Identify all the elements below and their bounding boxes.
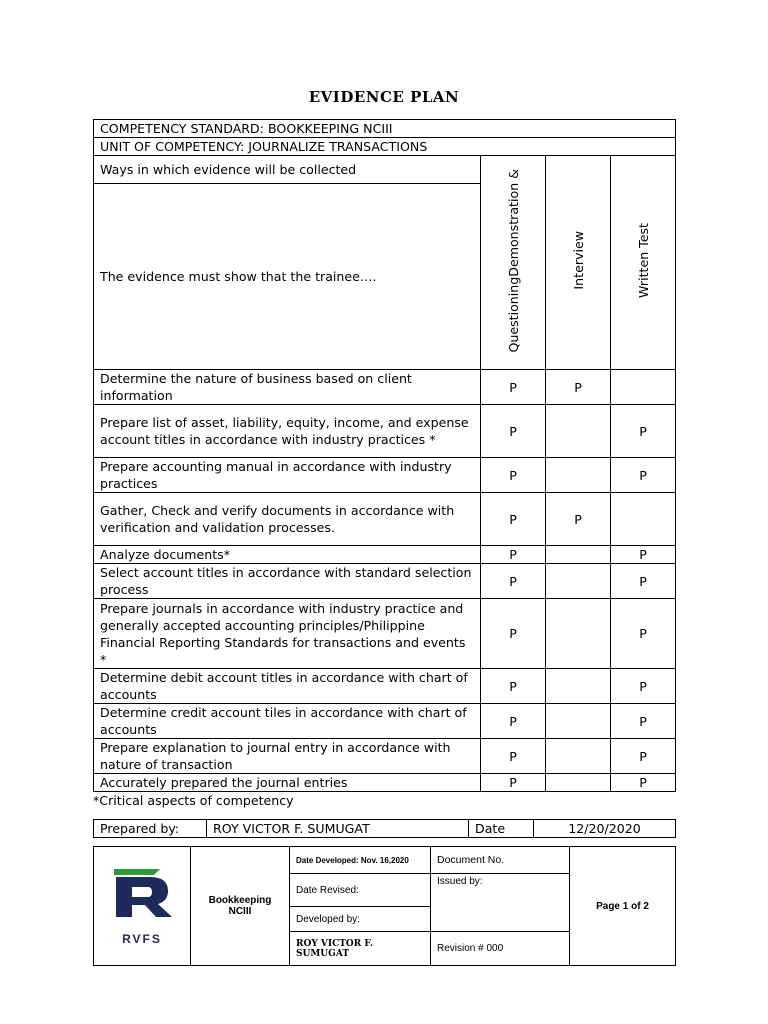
- prepared-by-name: ROY VICTOR F. SUMUGAT: [207, 820, 469, 838]
- method-mark: [546, 458, 611, 493]
- method-mark: [546, 739, 611, 774]
- method-mark: P: [611, 599, 676, 669]
- evidence-criterion: Prepare list of asset, liability, equity, income, and expense account titles in accordance with industry practices *: [94, 405, 481, 458]
- evidence-row: [94, 370, 676, 405]
- evidence-criterion: Gather, Check and verify documents in accordance with verification and validation processes.: [94, 493, 481, 546]
- evidence-row: [94, 458, 676, 493]
- method-mark: P: [611, 704, 676, 739]
- method-mark: P: [611, 774, 676, 792]
- evidence-row: [94, 493, 676, 546]
- evidence-row: [94, 546, 676, 564]
- method-mark: [546, 564, 611, 599]
- method-mark: [546, 546, 611, 564]
- method-mark: P: [481, 599, 546, 669]
- method-label: Written Test: [635, 223, 651, 298]
- method-mark: P: [481, 370, 546, 405]
- evidence-row: [94, 405, 676, 458]
- method-mark: P: [611, 739, 676, 774]
- evidence-criterion: Determine debit account titles in accordance with chart of accounts: [94, 669, 481, 704]
- evidence-criterion: Determine credit account tiles in accordance with chart of accounts: [94, 704, 481, 739]
- method-mark: P: [481, 669, 546, 704]
- method-mark: P: [481, 704, 546, 739]
- method-header-demonstration: [481, 156, 546, 370]
- course-name: Bookkeeping NCIII: [191, 847, 290, 966]
- revision-number: Revision # 000: [431, 932, 570, 966]
- method-mark: P: [481, 493, 546, 546]
- method-mark: [546, 774, 611, 792]
- method-mark: P: [611, 564, 676, 599]
- evidence-row: [94, 739, 676, 774]
- method-mark: P: [481, 774, 546, 792]
- critical-note: *Critical aspects of competency: [93, 793, 294, 808]
- method-mark: [546, 405, 611, 458]
- evidence-criterion: Prepare accounting manual in accordance with industry practices: [94, 458, 481, 493]
- evidence-row: [94, 669, 676, 704]
- document-footer: [93, 846, 676, 966]
- evidence-criterion: Prepare explanation to journal entry in accordance with nature of transaction: [94, 739, 481, 774]
- evidence-criterion: Select account titles in accordance with standard selection process: [94, 564, 481, 599]
- date-label: Date: [469, 820, 534, 838]
- date-developed: Date Developed: Nov. 16,2020: [290, 847, 431, 874]
- document-no: Document No.: [431, 847, 570, 874]
- prepared-by-table: [93, 819, 676, 838]
- method-mark: [546, 704, 611, 739]
- unit-of-competency: UNIT OF COMPETENCY: JOURNALIZE TRANSACTIONS: [94, 138, 676, 156]
- rvfs-logo-icon: [102, 867, 182, 929]
- method-mark: P: [611, 405, 676, 458]
- prepared-date: 12/20/2020: [534, 820, 676, 838]
- method-mark: P: [546, 493, 611, 546]
- method-header-written-test: [611, 156, 676, 370]
- ways-label: Ways in which evidence will be collected: [94, 156, 481, 184]
- method-mark: P: [481, 546, 546, 564]
- evidence-row: [94, 564, 676, 599]
- evidence-row: [94, 774, 676, 792]
- method-mark: P: [481, 739, 546, 774]
- evidence-criterion: Accurately prepared the journal entries: [94, 774, 481, 792]
- method-mark: [611, 493, 676, 546]
- evidence-label: The evidence must show that the trainee….: [94, 184, 481, 370]
- method-mark: P: [611, 458, 676, 493]
- evidence-criterion: Prepare journals in accordance with industry practice and generally accepted accounting principles/Philippine Financial Reporting Standards for transactions and events *: [94, 599, 481, 669]
- method-mark: [546, 599, 611, 669]
- evidence-criterion: Analyze documents*: [94, 546, 481, 564]
- method-mark: P: [481, 564, 546, 599]
- competency-standard: COMPETENCY STANDARD: BOOKKEEPING NCIII: [94, 120, 676, 138]
- page-number: Page 1 of 2: [570, 847, 676, 966]
- developed-by: Developed by:: [290, 907, 431, 932]
- developer-name: ROY VICTOR F. SUMUGAT: [290, 932, 431, 966]
- method-label: Interview: [570, 231, 586, 290]
- date-revised: Date Revised:: [290, 874, 431, 907]
- method-header-interview: [546, 156, 611, 370]
- issued-by: Issued by:: [431, 874, 570, 932]
- method-mark: P: [481, 405, 546, 458]
- evidence-row: [94, 599, 676, 669]
- method-label: QuestioningDemonstration &: [505, 168, 521, 353]
- logo-text: RVFS: [122, 931, 162, 946]
- method-mark: [546, 669, 611, 704]
- logo: [94, 847, 191, 966]
- method-mark: P: [481, 458, 546, 493]
- evidence-plan-table: [93, 119, 676, 792]
- evidence-criterion: Determine the nature of business based on client information: [94, 370, 481, 405]
- evidence-row: [94, 704, 676, 739]
- prepared-by-label: Prepared by:: [94, 820, 207, 838]
- method-mark: P: [611, 546, 676, 564]
- page-title: EVIDENCE PLAN: [308, 88, 460, 106]
- evidence-rows: [94, 370, 676, 792]
- method-mark: [611, 370, 676, 405]
- method-mark: P: [611, 669, 676, 704]
- method-mark: P: [546, 370, 611, 405]
